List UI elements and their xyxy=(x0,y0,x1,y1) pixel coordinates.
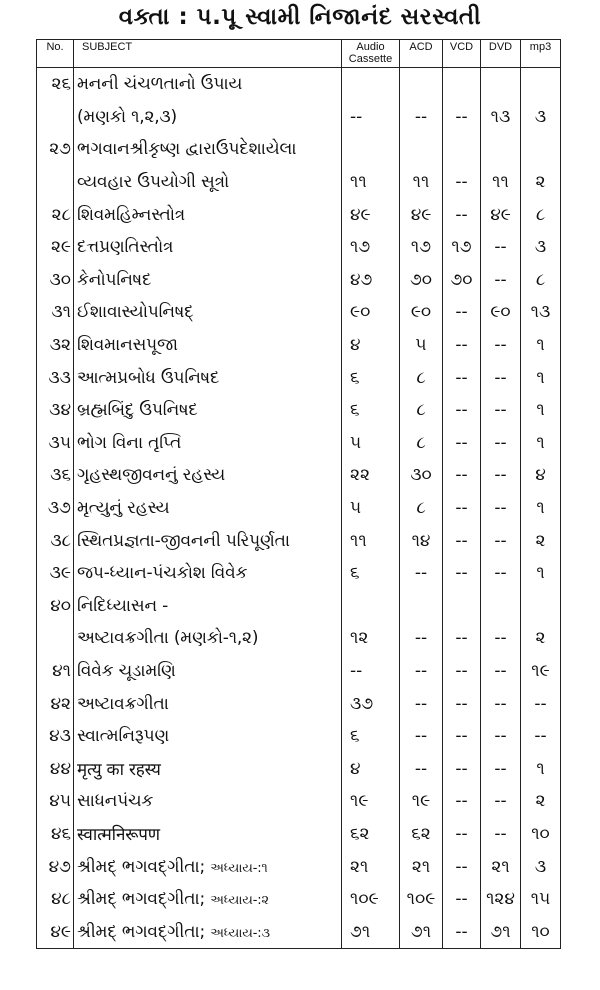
row-number: ૨૮ xyxy=(37,198,74,231)
row-vcd: -- xyxy=(443,101,481,134)
row-number: ૩૦ xyxy=(37,264,74,297)
table-row xyxy=(37,231,561,264)
row-acd: ૮ xyxy=(400,427,443,460)
header-acd: ACD xyxy=(400,40,443,68)
row-subject xyxy=(74,133,342,166)
row-acd: ૧૦૯ xyxy=(400,883,443,916)
row-audio-cassette: ૪૭ xyxy=(342,264,400,297)
row-dvd: -- xyxy=(481,231,521,264)
row-acd: ૭૧ xyxy=(400,915,443,948)
header-no: No. xyxy=(37,40,74,68)
table-row xyxy=(37,785,561,818)
row-number xyxy=(37,622,74,655)
row-dvd xyxy=(481,133,521,166)
row-mp3: ૧ xyxy=(521,557,561,590)
row-subject-text: ભગવાનશ્રીકૃષ્ણ દ્વારાઉપદેશાયેલા xyxy=(77,139,297,160)
page-title: વક્તા : પ.પૂ સ્વામી નિજાનંદ સરસ્વતી xyxy=(118,4,482,30)
row-subject-text: ભોગ વિના તૃપ્તિ xyxy=(77,432,182,453)
row-subject-text: શિવમાનસપૂજા xyxy=(77,335,178,356)
row-subject-chapter: અધ્યાય-:૨ xyxy=(210,893,269,909)
discourse-table xyxy=(36,39,561,949)
row-vcd: -- xyxy=(443,459,481,492)
table-row xyxy=(37,818,561,851)
row-number: ૩૨ xyxy=(37,329,74,362)
row-subject xyxy=(74,557,342,590)
row-subject xyxy=(74,687,342,720)
row-subject xyxy=(74,231,342,264)
table-row xyxy=(37,198,561,231)
table-row xyxy=(37,264,561,297)
row-number xyxy=(37,101,74,134)
row-vcd: ૧૭ xyxy=(443,231,481,264)
row-subject-text: મૃત્યુનું રહસ્ય xyxy=(77,498,170,519)
row-number: ૩૩ xyxy=(37,361,74,394)
row-vcd: -- xyxy=(443,883,481,916)
row-dvd: ૧૩ xyxy=(481,101,521,134)
table-row xyxy=(37,622,561,655)
header-subject: SUBJECT xyxy=(74,40,342,68)
row-subject xyxy=(74,752,342,785)
row-acd: ૧૯ xyxy=(400,785,443,818)
row-acd: ૮ xyxy=(400,394,443,427)
row-dvd: -- xyxy=(481,622,521,655)
row-subject-text: બ્રહ્મબિંદુ ઉપનિષદ xyxy=(77,400,198,421)
row-subject xyxy=(74,198,342,231)
row-subject xyxy=(74,818,342,851)
row-subject xyxy=(74,655,342,688)
row-subject-text: ઈશાવાસ્યોપનિષદ્ xyxy=(77,302,194,323)
table-row xyxy=(37,915,561,948)
row-vcd: -- xyxy=(443,361,481,394)
header-mp3: mp3 xyxy=(521,40,561,68)
row-acd: -- xyxy=(400,101,443,134)
row-subject-text: જપ-ધ્યાન-પંચકોશ વિવેક xyxy=(77,563,248,584)
row-subject-text: કેનોપનિષદ xyxy=(77,269,152,290)
row-vcd: -- xyxy=(443,492,481,525)
row-vcd: -- xyxy=(443,720,481,753)
row-audio-cassette: ૧૧ xyxy=(342,524,400,557)
row-number: ૪૪ xyxy=(37,752,74,785)
row-vcd: -- xyxy=(443,198,481,231)
row-subject-text: દત્તપ્રણતિસ્તોત્ર xyxy=(77,237,174,258)
table-row xyxy=(37,427,561,460)
row-subject-text: શિવમહિમ્નસ્તોત્ર xyxy=(77,204,186,225)
header-dvd: DVD xyxy=(481,40,521,68)
row-number: ૪૦ xyxy=(37,590,74,623)
row-audio-cassette: ૬ xyxy=(342,557,400,590)
row-acd: ૨૧ xyxy=(400,850,443,883)
row-dvd: -- xyxy=(481,655,521,688)
row-acd: -- xyxy=(400,720,443,753)
row-acd xyxy=(400,590,443,623)
row-number: ૩૭ xyxy=(37,492,74,525)
row-vcd xyxy=(443,133,481,166)
row-dvd: ૪૯ xyxy=(481,198,521,231)
row-mp3: ૧૫ xyxy=(521,883,561,916)
header-vcd: VCD xyxy=(443,40,481,68)
row-audio-cassette: ૧૯ xyxy=(342,785,400,818)
row-subject xyxy=(74,492,342,525)
row-number: ૩૬ xyxy=(37,459,74,492)
row-dvd: -- xyxy=(481,720,521,753)
row-acd: ૮ xyxy=(400,361,443,394)
row-mp3: ૩ xyxy=(521,231,561,264)
row-audio-cassette: ૩૭ xyxy=(342,687,400,720)
table-row xyxy=(37,655,561,688)
row-number: ૩૧ xyxy=(37,296,74,329)
row-subject xyxy=(74,524,342,557)
table-row xyxy=(37,394,561,427)
row-dvd: -- xyxy=(481,785,521,818)
row-subject xyxy=(74,883,342,916)
row-audio-cassette: ૬ xyxy=(342,361,400,394)
row-dvd: -- xyxy=(481,394,521,427)
row-vcd xyxy=(443,590,481,623)
row-subject-text: શ્રીમદ્ ભગવદ્ગીતા; xyxy=(77,889,205,910)
table-row xyxy=(37,720,561,753)
row-acd: ૬૨ xyxy=(400,818,443,851)
row-acd: -- xyxy=(400,557,443,590)
row-acd: ૮ xyxy=(400,492,443,525)
row-dvd: -- xyxy=(481,524,521,557)
row-subject xyxy=(74,296,342,329)
row-dvd: -- xyxy=(481,329,521,362)
row-mp3: -- xyxy=(521,720,561,753)
table-body xyxy=(37,68,561,949)
row-audio-cassette: ૪ xyxy=(342,752,400,785)
row-vcd: -- xyxy=(443,785,481,818)
row-number: ૪૭ xyxy=(37,850,74,883)
row-acd: ૫ xyxy=(400,329,443,362)
row-dvd: -- xyxy=(481,264,521,297)
table-row xyxy=(37,687,561,720)
row-acd: ૭૦ xyxy=(400,264,443,297)
row-acd: ૧૪ xyxy=(400,524,443,557)
row-audio-cassette: ૯૦ xyxy=(342,296,400,329)
row-audio-cassette: ૨૧ xyxy=(342,850,400,883)
table-row xyxy=(37,296,561,329)
row-subject-chapter: અધ્યાય-:૩ xyxy=(210,925,270,941)
row-acd: -- xyxy=(400,752,443,785)
row-vcd: ૭૦ xyxy=(443,264,481,297)
row-acd: ૧૭ xyxy=(400,231,443,264)
row-audio-cassette: ૪૯ xyxy=(342,198,400,231)
row-dvd: -- xyxy=(481,427,521,460)
row-dvd: -- xyxy=(481,752,521,785)
row-mp3: ૩ xyxy=(521,101,561,134)
row-audio-cassette: ૬૨ xyxy=(342,818,400,851)
row-mp3: ૨ xyxy=(521,524,561,557)
row-audio-cassette: ૫ xyxy=(342,492,400,525)
row-mp3: ૧૦ xyxy=(521,818,561,851)
row-audio-cassette xyxy=(342,133,400,166)
row-mp3: ૨ xyxy=(521,166,561,199)
row-number: ૪૯ xyxy=(37,915,74,948)
table-row xyxy=(37,329,561,362)
row-subject-text: स्वात्मनिरूपण xyxy=(77,825,160,846)
row-audio-cassette: ૬ xyxy=(342,720,400,753)
row-subject xyxy=(74,915,342,948)
row-vcd: -- xyxy=(443,166,481,199)
row-vcd: -- xyxy=(443,329,481,362)
row-number: ૩૪ xyxy=(37,394,74,427)
row-audio-cassette: ૧૭ xyxy=(342,231,400,264)
row-vcd: -- xyxy=(443,427,481,460)
row-mp3: ૮ xyxy=(521,198,561,231)
row-mp3: ૧ xyxy=(521,752,561,785)
row-subject xyxy=(74,361,342,394)
row-audio-cassette: ૧૨ xyxy=(342,622,400,655)
row-dvd: -- xyxy=(481,557,521,590)
table-row xyxy=(37,101,561,134)
row-subject xyxy=(74,459,342,492)
table-row xyxy=(37,883,561,916)
row-vcd: -- xyxy=(443,622,481,655)
row-mp3: ૧ xyxy=(521,394,561,427)
row-number: ૨૭ xyxy=(37,133,74,166)
row-dvd: -- xyxy=(481,818,521,851)
row-number: ૩૫ xyxy=(37,427,74,460)
header-audio-line2: Cassette xyxy=(348,53,393,65)
table-row xyxy=(37,68,561,101)
row-dvd xyxy=(481,68,521,101)
table-row xyxy=(37,459,561,492)
row-vcd: -- xyxy=(443,296,481,329)
row-mp3 xyxy=(521,590,561,623)
row-subject-text: શ્રીમદ્ ભગવદ્ગીતા; xyxy=(77,856,205,877)
row-vcd: -- xyxy=(443,850,481,883)
row-mp3: ૪ xyxy=(521,459,561,492)
row-subject-text: વ્યવહાર ઉપયોગી સૂત્રો xyxy=(77,172,230,193)
row-number: ૩૮ xyxy=(37,524,74,557)
row-mp3: ૮ xyxy=(521,264,561,297)
row-dvd: -- xyxy=(481,361,521,394)
row-subject xyxy=(74,329,342,362)
row-mp3: ૧૦ xyxy=(521,915,561,948)
row-number: ૩૯ xyxy=(37,557,74,590)
row-dvd xyxy=(481,590,521,623)
row-subject xyxy=(74,720,342,753)
row-number: ૪૧ xyxy=(37,655,74,688)
row-audio-cassette xyxy=(342,68,400,101)
table-row xyxy=(37,557,561,590)
row-mp3: ૨ xyxy=(521,785,561,818)
row-audio-cassette: ૧૦૯ xyxy=(342,883,400,916)
table-row xyxy=(37,524,561,557)
row-mp3: ૧ xyxy=(521,492,561,525)
row-dvd: ૭૧ xyxy=(481,915,521,948)
row-mp3: ૧૯ xyxy=(521,655,561,688)
row-dvd: -- xyxy=(481,459,521,492)
row-acd: ૪૯ xyxy=(400,198,443,231)
row-audio-cassette: -- xyxy=(342,655,400,688)
row-dvd: -- xyxy=(481,492,521,525)
row-subject-text: શ્રીમદ્ ભગવદ્ગીતા; xyxy=(77,921,205,942)
row-acd xyxy=(400,133,443,166)
row-subject-text: આત્મપ્રબોધ ઉપનિષદ xyxy=(77,367,220,388)
row-mp3: ૧ xyxy=(521,361,561,394)
row-audio-cassette: ૬ xyxy=(342,394,400,427)
table-row xyxy=(37,492,561,525)
row-audio-cassette: ૪ xyxy=(342,329,400,362)
table-row xyxy=(37,590,561,623)
row-subject-text: મનની ચંચળતાનો ઉપાય xyxy=(77,74,243,95)
row-subject-text: (મણકો ૧,૨,૩) xyxy=(77,106,177,127)
row-subject xyxy=(74,590,342,623)
row-vcd xyxy=(443,68,481,101)
header-audio-line1: Audio xyxy=(356,41,385,53)
row-mp3: ૧ xyxy=(521,329,561,362)
row-number: ૪૫ xyxy=(37,785,74,818)
row-acd: -- xyxy=(400,655,443,688)
row-mp3 xyxy=(521,68,561,101)
row-subject-text: मृत्यु का रहस्य xyxy=(77,760,161,781)
row-mp3: ૨ xyxy=(521,622,561,655)
row-mp3: ૩ xyxy=(521,850,561,883)
row-acd: ૩૦ xyxy=(400,459,443,492)
row-audio-cassette: ૨૨ xyxy=(342,459,400,492)
row-subject-text: સ્થિતપ્રજ્ઞતા-જીવનની પરિપૂર્ણતા xyxy=(77,530,290,551)
row-subject xyxy=(74,264,342,297)
row-vcd: -- xyxy=(443,524,481,557)
row-dvd: -- xyxy=(481,687,521,720)
row-subject xyxy=(74,850,342,883)
row-vcd: -- xyxy=(443,655,481,688)
row-vcd: -- xyxy=(443,557,481,590)
row-mp3: -- xyxy=(521,687,561,720)
row-dvd: ૧૨૪ xyxy=(481,883,521,916)
row-number xyxy=(37,166,74,199)
row-subject-text: અષ્ટાવક્રગીતા (મણકો-૧,૨) xyxy=(77,628,259,649)
row-dvd: ૧૧ xyxy=(481,166,521,199)
row-subject xyxy=(74,622,342,655)
table-row xyxy=(37,850,561,883)
row-subject-text: વિવેક ચૂડામણિ xyxy=(77,660,176,681)
row-audio-cassette xyxy=(342,590,400,623)
row-subject xyxy=(74,101,342,134)
row-number: ૪૬ xyxy=(37,818,74,851)
row-vcd: -- xyxy=(443,394,481,427)
row-acd: -- xyxy=(400,687,443,720)
row-mp3: ૧૩ xyxy=(521,296,561,329)
row-acd xyxy=(400,68,443,101)
row-vcd: -- xyxy=(443,915,481,948)
row-subject-text: નિદિધ્યાસન - xyxy=(77,595,169,616)
row-vcd: -- xyxy=(443,818,481,851)
header-audio-cassette xyxy=(342,40,400,68)
row-number: ૨૯ xyxy=(37,231,74,264)
table-row xyxy=(37,133,561,166)
row-subject xyxy=(74,785,342,818)
row-number: ૪૩ xyxy=(37,720,74,753)
row-acd: -- xyxy=(400,622,443,655)
table-row xyxy=(37,361,561,394)
row-subject-chapter: અધ્યાય-:૧ xyxy=(210,860,268,876)
row-number: ૪૮ xyxy=(37,883,74,916)
row-subject xyxy=(74,394,342,427)
row-number: ૨૬ xyxy=(37,68,74,101)
row-subject-text: અષ્ટાવક્રગીતા xyxy=(77,693,169,714)
row-audio-cassette: ૧૧ xyxy=(342,166,400,199)
header-row xyxy=(37,40,561,68)
row-mp3 xyxy=(521,133,561,166)
row-vcd: -- xyxy=(443,752,481,785)
row-vcd: -- xyxy=(443,687,481,720)
row-audio-cassette: ૫ xyxy=(342,427,400,460)
row-subject xyxy=(74,427,342,460)
row-subject-text: ગૃહસ્થજીવનનું રહસ્ય xyxy=(77,465,226,486)
row-subject-text: સ્વાત્મનિરૂપણ xyxy=(77,726,170,747)
table-row xyxy=(37,752,561,785)
row-subject xyxy=(74,68,342,101)
row-mp3: ૧ xyxy=(521,427,561,460)
row-acd: ૧૧ xyxy=(400,166,443,199)
row-subject-text: સાધનપંચક xyxy=(77,791,154,812)
row-audio-cassette: ૭૧ xyxy=(342,915,400,948)
table-row xyxy=(37,166,561,199)
row-audio-cassette: -- xyxy=(342,101,400,134)
row-dvd: ૨૧ xyxy=(481,850,521,883)
row-subject xyxy=(74,166,342,199)
row-acd: ૯૦ xyxy=(400,296,443,329)
row-dvd: ૯૦ xyxy=(481,296,521,329)
row-number: ૪૨ xyxy=(37,687,74,720)
